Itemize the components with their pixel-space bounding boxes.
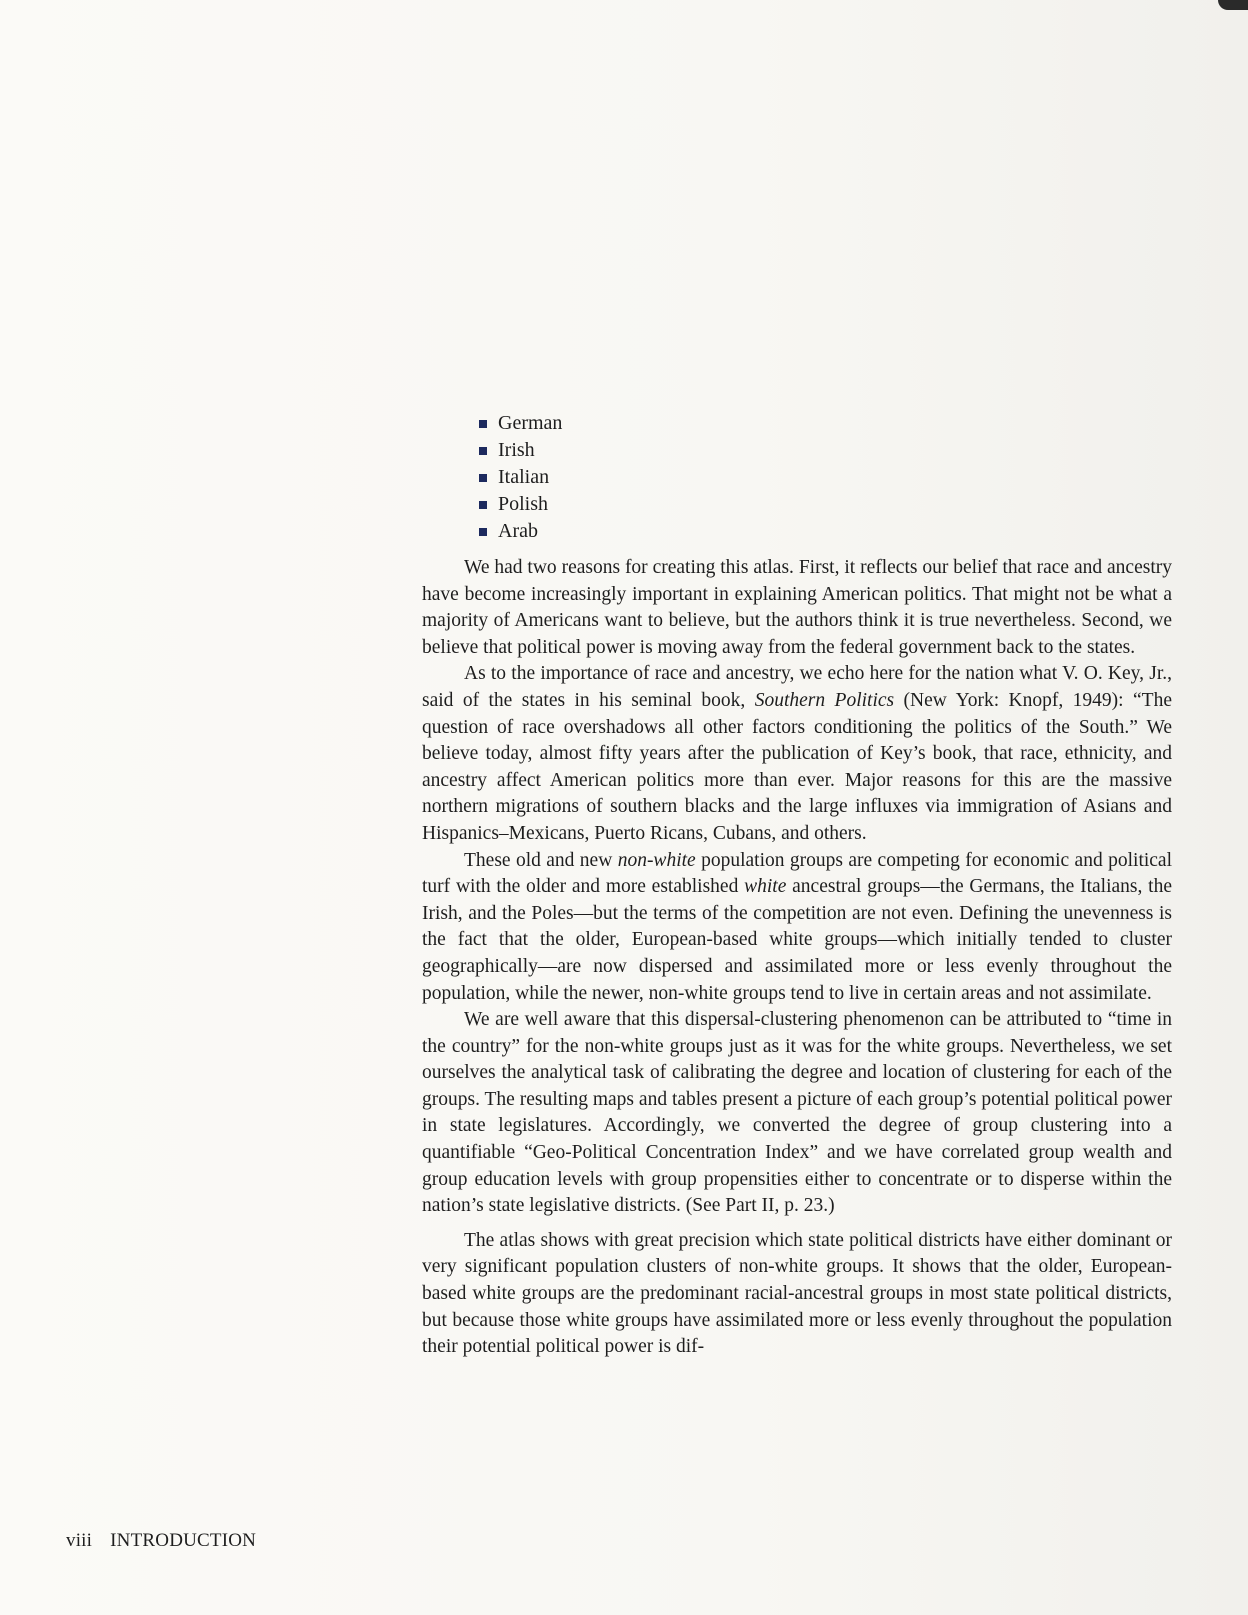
paragraph-text: These old and new xyxy=(464,849,618,871)
list-item-label: German xyxy=(498,412,563,434)
list-item-label: Arab xyxy=(498,520,538,542)
list-item-label: Italian xyxy=(498,466,550,488)
square-bullet-icon xyxy=(479,420,487,428)
running-footer-section: INTRODUCTION xyxy=(110,1530,257,1551)
paragraph-clustering: We are well aware that this dispersal-clustering phenomenon can be attributed to “time in the country” for the non-white groups just as it was for the white groups. Nevertheless, we set ourselves the analytical task of calibrating the degree and location of clustering for each of the groups. The resulting maps and tables present a picture of each group’s potential political power in state legislatures. Accordingly, we converted the degree of group clustering into a quantifiable “Geo-Political Concentration Index” and we have correlated group wealth and group education levels with group propensities either to concentrate or to disperse within the nation’s state legislative districts. (See Part II, p. 23.) xyxy=(422,1009,1172,1217)
list-item xyxy=(478,518,1172,545)
emphasis-white: white xyxy=(744,876,787,898)
page-footer xyxy=(66,1530,256,1552)
paragraph-text: population groups are competing for economic and political turf with the older and more established xyxy=(422,849,1173,898)
paragraph-text: (New York: Knopf, 1949): “The question of race overshadows all other factors conditioning the politics of the South.” We believe today, almost fifty years after the publication of Key’s book, that race, ethnicity, and ancestry affect American politics more than ever. Major reasons for this are the massive northern migrations of southern blacks and the large influxes via immigration of Asians and Hispanics–Mexicans, Puerto Ricans, Cubans, and others. xyxy=(422,689,1172,844)
paragraph-atlas-precision: The atlas shows with great precision which state political districts have either dominant or very significant population clusters of non-white groups. It shows that the older, European-based white groups are the predominant racial-ancestral groups in most state political districts, but because those white groups have assimilated more or less evenly throughout the population their potential political power is dif- xyxy=(422,1229,1172,1358)
list-item xyxy=(478,410,1172,437)
list-item xyxy=(478,491,1172,518)
list-item xyxy=(478,464,1172,491)
ancestry-bullet-list xyxy=(422,410,1172,545)
square-bullet-icon xyxy=(479,474,487,482)
paragraph-text: ancestral groups—the Germans, the Italians, the Irish, and the Poles—but the terms of the competition are not even. Defining the unevenness is the fact that the older, European-based white groups—which initially tended to cluster geographically—are now dispersed and assimilated more or less evenly throughout the population, while the newer, non-white groups tend to live in certain areas and not assimilate. xyxy=(422,876,1172,1004)
square-bullet-icon xyxy=(479,528,487,536)
main-text-column xyxy=(422,410,1172,1361)
corner-shadow xyxy=(1218,0,1248,10)
page-number: viii xyxy=(66,1530,93,1551)
list-item xyxy=(478,437,1172,464)
paragraph-reasons: We had two reasons for creating this atlas. First, it reflects our belief that race and ancestry have become increasingly important in explaining American politics. That might not be what a majority of Americans want to believe, but the authors think it is true nevertheless. Second, we believe that political power is moving away from the federal government back to the states. xyxy=(422,557,1172,658)
emphasis-non-white: non-white xyxy=(617,849,696,871)
book-title: Southern Politics xyxy=(754,689,895,711)
paragraph-text: As to the importance of race and ancestry, we echo here for the nation what V. O. Key, Jr., said of the states in his seminal book, xyxy=(422,663,1172,711)
list-item-label: Polish xyxy=(498,493,549,515)
square-bullet-icon xyxy=(479,447,487,455)
paragraph-race-ancestry xyxy=(422,661,1172,847)
list-item-label: Irish xyxy=(498,439,535,461)
paragraph-competition xyxy=(422,848,1172,1008)
square-bullet-icon xyxy=(479,501,487,509)
